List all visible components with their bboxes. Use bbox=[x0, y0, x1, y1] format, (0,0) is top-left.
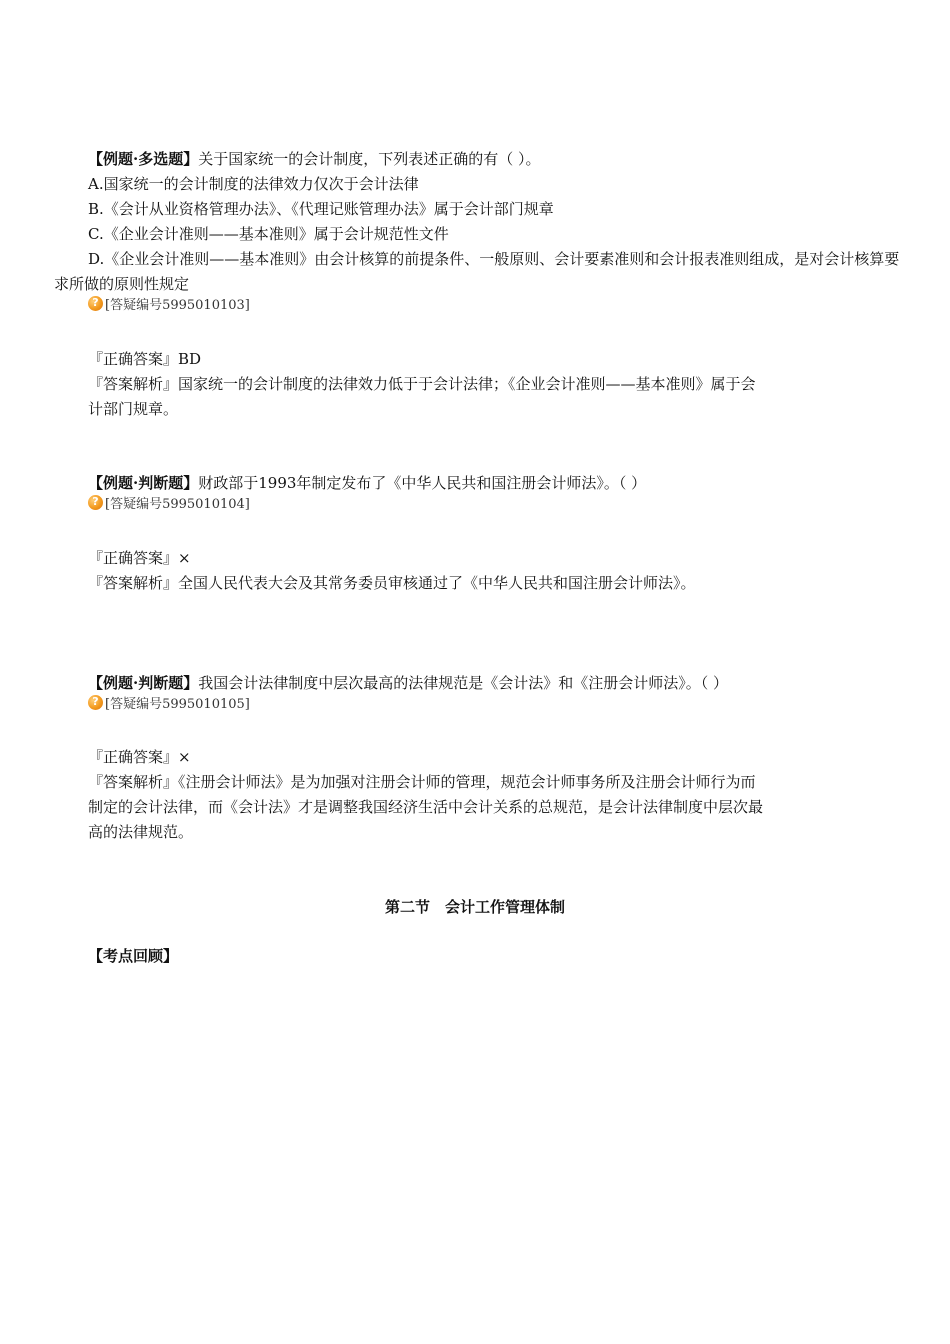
section-title: 第二节 会计工作管理体制 bbox=[384, 898, 565, 916]
help-icon[interactable]: ? bbox=[88, 296, 103, 311]
help-icon[interactable]: ? bbox=[88, 495, 103, 510]
question-stem bbox=[54, 671, 900, 696]
question-3 bbox=[54, 671, 900, 716]
qa-reference-number: [答疑编号5995010105] bbox=[105, 697, 250, 712]
question-type-tag: 【例题·多选题】 bbox=[88, 150, 199, 168]
answer-block-1 bbox=[88, 347, 768, 422]
help-icon[interactable]: ? bbox=[88, 695, 103, 710]
option-c: C.《企业会计准则——基本准则》属于会计规范性文件 bbox=[88, 225, 449, 243]
answer-analysis: 『答案解析』国家统一的会计制度的法律效力低于于会计法律；《企业会计准则——基本准则》属于会计部门规章。 bbox=[88, 375, 756, 418]
qa-reference[interactable] bbox=[54, 494, 900, 516]
qa-reference-number: [答疑编号5995010104] bbox=[105, 497, 250, 512]
question-text: 财政部于1993年制定发布了《中华人民共和国注册会计师法》。（ ） bbox=[198, 474, 647, 492]
answer-analysis: 『答案解析』全国人民代表大会及其常务委员审核通过了《中华人民共和国注册会计师法》。 bbox=[88, 574, 696, 592]
review-heading: 【考点回顾】 bbox=[88, 947, 179, 965]
question-1 bbox=[54, 147, 900, 317]
correct-answer: 『正确答案』× bbox=[88, 748, 191, 766]
answer-analysis: 『答案解析』《注册会计师法》是为加强对注册会计师的管理，规范会计师事务所及注册会计师行为而制定的会计法律，而《会计法》才是调整我国经济生活中会计关系的总规范，是会计法律制度中层次最高的法律规范。 bbox=[88, 773, 764, 841]
option-d: D.《企业会计准则——基本准则》由会计核算的前提条件、一般原则、会计要素准则和会计报表准则组成，是对会计核算要求所做的原则性规定 bbox=[54, 250, 900, 293]
qa-reference[interactable] bbox=[54, 694, 900, 716]
question-2 bbox=[54, 471, 900, 516]
question-stem bbox=[54, 147, 900, 172]
correct-answer: 『正确答案』× bbox=[88, 549, 191, 567]
question-stem bbox=[54, 471, 900, 496]
qa-reference-number: [答疑编号5995010103] bbox=[105, 298, 250, 313]
option-a: A.国家统一的会计制度的法律效力仅次于会计法律 bbox=[88, 175, 419, 193]
correct-answer: 『正确答案』BD bbox=[88, 350, 202, 368]
answer-block-3 bbox=[88, 745, 768, 845]
question-text: 关于国家统一的会计制度，下列表述正确的有（ ）。 bbox=[198, 150, 541, 168]
question-text: 我国会计法律制度中层次最高的法律规范是《会计法》和《注册会计师法》。（ ） bbox=[198, 674, 729, 692]
qa-reference[interactable] bbox=[54, 295, 900, 317]
question-type-tag: 【例题·判断题】 bbox=[88, 674, 199, 692]
question-type-tag: 【例题·判断题】 bbox=[88, 474, 199, 492]
answer-block-2 bbox=[88, 546, 768, 596]
option-b: B.《会计从业资格管理办法》、《代理记账管理办法》属于会计部门规章 bbox=[88, 200, 554, 218]
